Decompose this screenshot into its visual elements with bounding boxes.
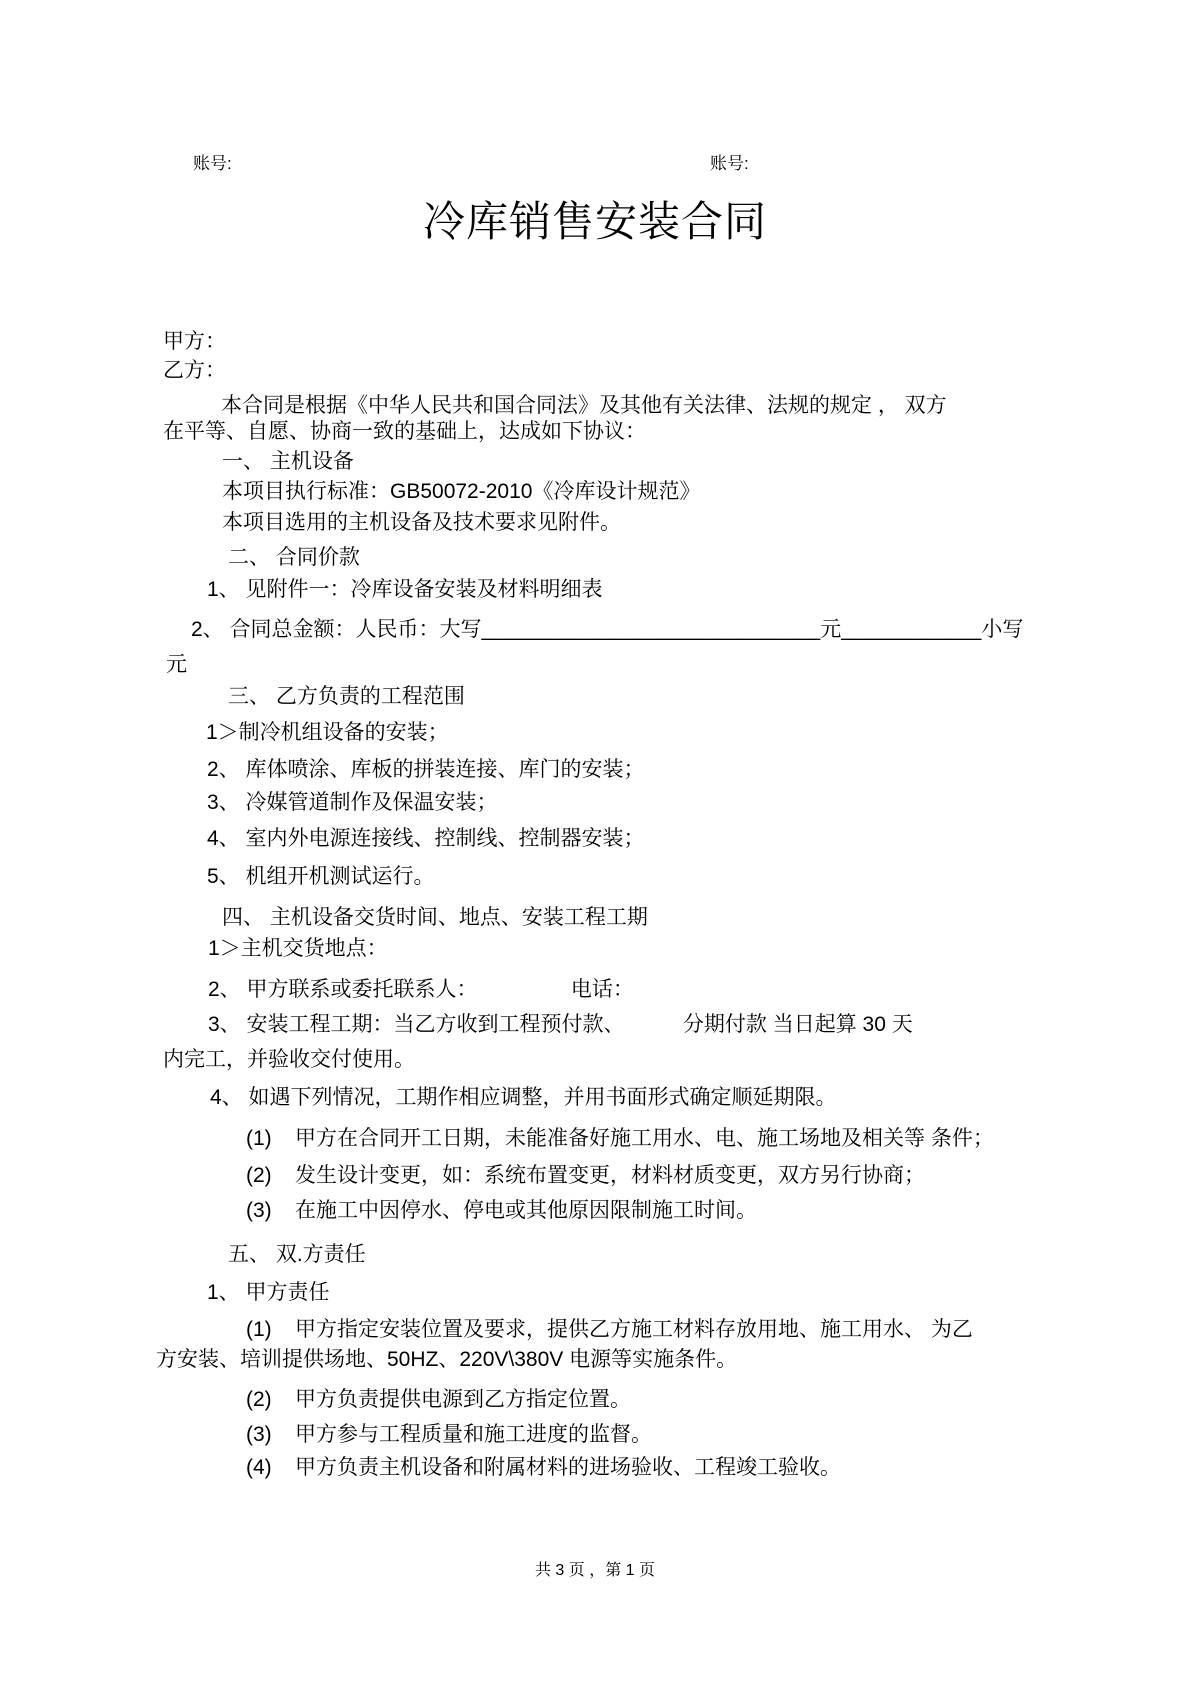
section-3-heading: 三、 乙方负责的工程范围	[228, 685, 465, 708]
scope-item-5: 5、 机组开机测试运行。	[207, 865, 435, 888]
preamble-line-1: 本合同是根据《中华人民共和国合同法》及其他有关法律、法规的规定 ， 双方	[221, 394, 947, 417]
party-b-line: 乙方：	[163, 359, 226, 382]
preamble-line-2: 在平等、自愿、协商一致的基础上，达成如下协议：	[163, 420, 646, 443]
delay-condition-3: (3) 在施工中因停水、停电或其他原因限制施工时间。	[246, 1199, 758, 1222]
section-4-heading: 四、 主机设备交货时间、地点、安装工程工期	[222, 906, 648, 929]
section-2-heading: 二、 合同价款	[228, 546, 360, 569]
scope-item-3: 3、 冷媒管道制作及保温安装；	[207, 791, 498, 814]
section-5-heading: 五、 双.方责任	[228, 1243, 366, 1266]
price-item-2: 2、 合同总金额：人民币：大写_____________________________元____________小写	[191, 618, 1024, 641]
document-title: 冷库销售安装合同	[422, 198, 767, 245]
delay-condition-2: (2) 发生设计变更，如：系统布置变更，材料材质变更，双方另行协商；	[246, 1164, 926, 1187]
delivery-item-1: 1＞主机交货地点：	[208, 937, 388, 960]
delivery-item-3-cont: 内完工，并验收交付使用。	[163, 1048, 415, 1071]
account-label-left: 账号:	[193, 154, 232, 173]
scope-item-2: 2、 库体喷涂、库板的拼装连接、库门的安装；	[207, 758, 645, 781]
page-number-footer: 共 3 页 ，第 1 页	[534, 1562, 656, 1579]
party-a-line: 甲方：	[163, 330, 226, 353]
section-1-heading: 一、 主机设备	[222, 450, 354, 473]
party-a-duty-4: (4) 甲方负责主机设备和附属材料的进场验收、工程竣工验收。	[246, 1456, 842, 1479]
party-a-duty-2: (2) 甲方负责提供电源到乙方指定位置。	[246, 1388, 632, 1411]
delivery-item-3: 3、 安装工程工期：当乙方收到工程预付款、 分期付款 当日起算 30 天	[208, 1013, 913, 1036]
account-label-right: 账号:	[710, 154, 749, 173]
party-a-duty-heading: 1、 甲方责任	[207, 1281, 330, 1304]
delay-condition-1: (1) 甲方在合同开工日期，未能准备好施工用水、电、施工场地及相关等 条件；	[246, 1127, 994, 1150]
party-a-duty-1-cont: 方安装、培训提供场地、50HZ、220V\380V 电源等实施条件。	[156, 1348, 738, 1371]
scope-item-1: 1＞制冷机组设备的安装；	[206, 721, 449, 744]
party-a-duty-1: (1) 甲方指定安装位置及要求，提供乙方施工材料存放用地、施工用水、 为乙	[246, 1318, 973, 1341]
equipment-note-line: 本项目选用的主机设备及技术要求见附件。	[222, 511, 621, 534]
delivery-item-2: 2、 甲方联系或委托联系人： 电话：	[208, 978, 634, 1001]
delivery-item-4: 4、 如遇下列情况，工期作相应调整，并用书面形式确定顺延期限。	[210, 1086, 837, 1109]
standard-line: 本项目执行标准：GB50072-2010《冷库设计规范》	[222, 480, 701, 503]
party-a-duty-3: (3) 甲方参与工程质量和施工进度的监督。	[246, 1423, 653, 1446]
price-item-1: 1、 见附件一：冷库设备安装及材料明细表	[207, 578, 603, 601]
price-item-2-cont: 元	[166, 653, 187, 676]
scope-item-4: 4、 室内外电源连接线、控制线、控制器安装；	[207, 827, 645, 850]
